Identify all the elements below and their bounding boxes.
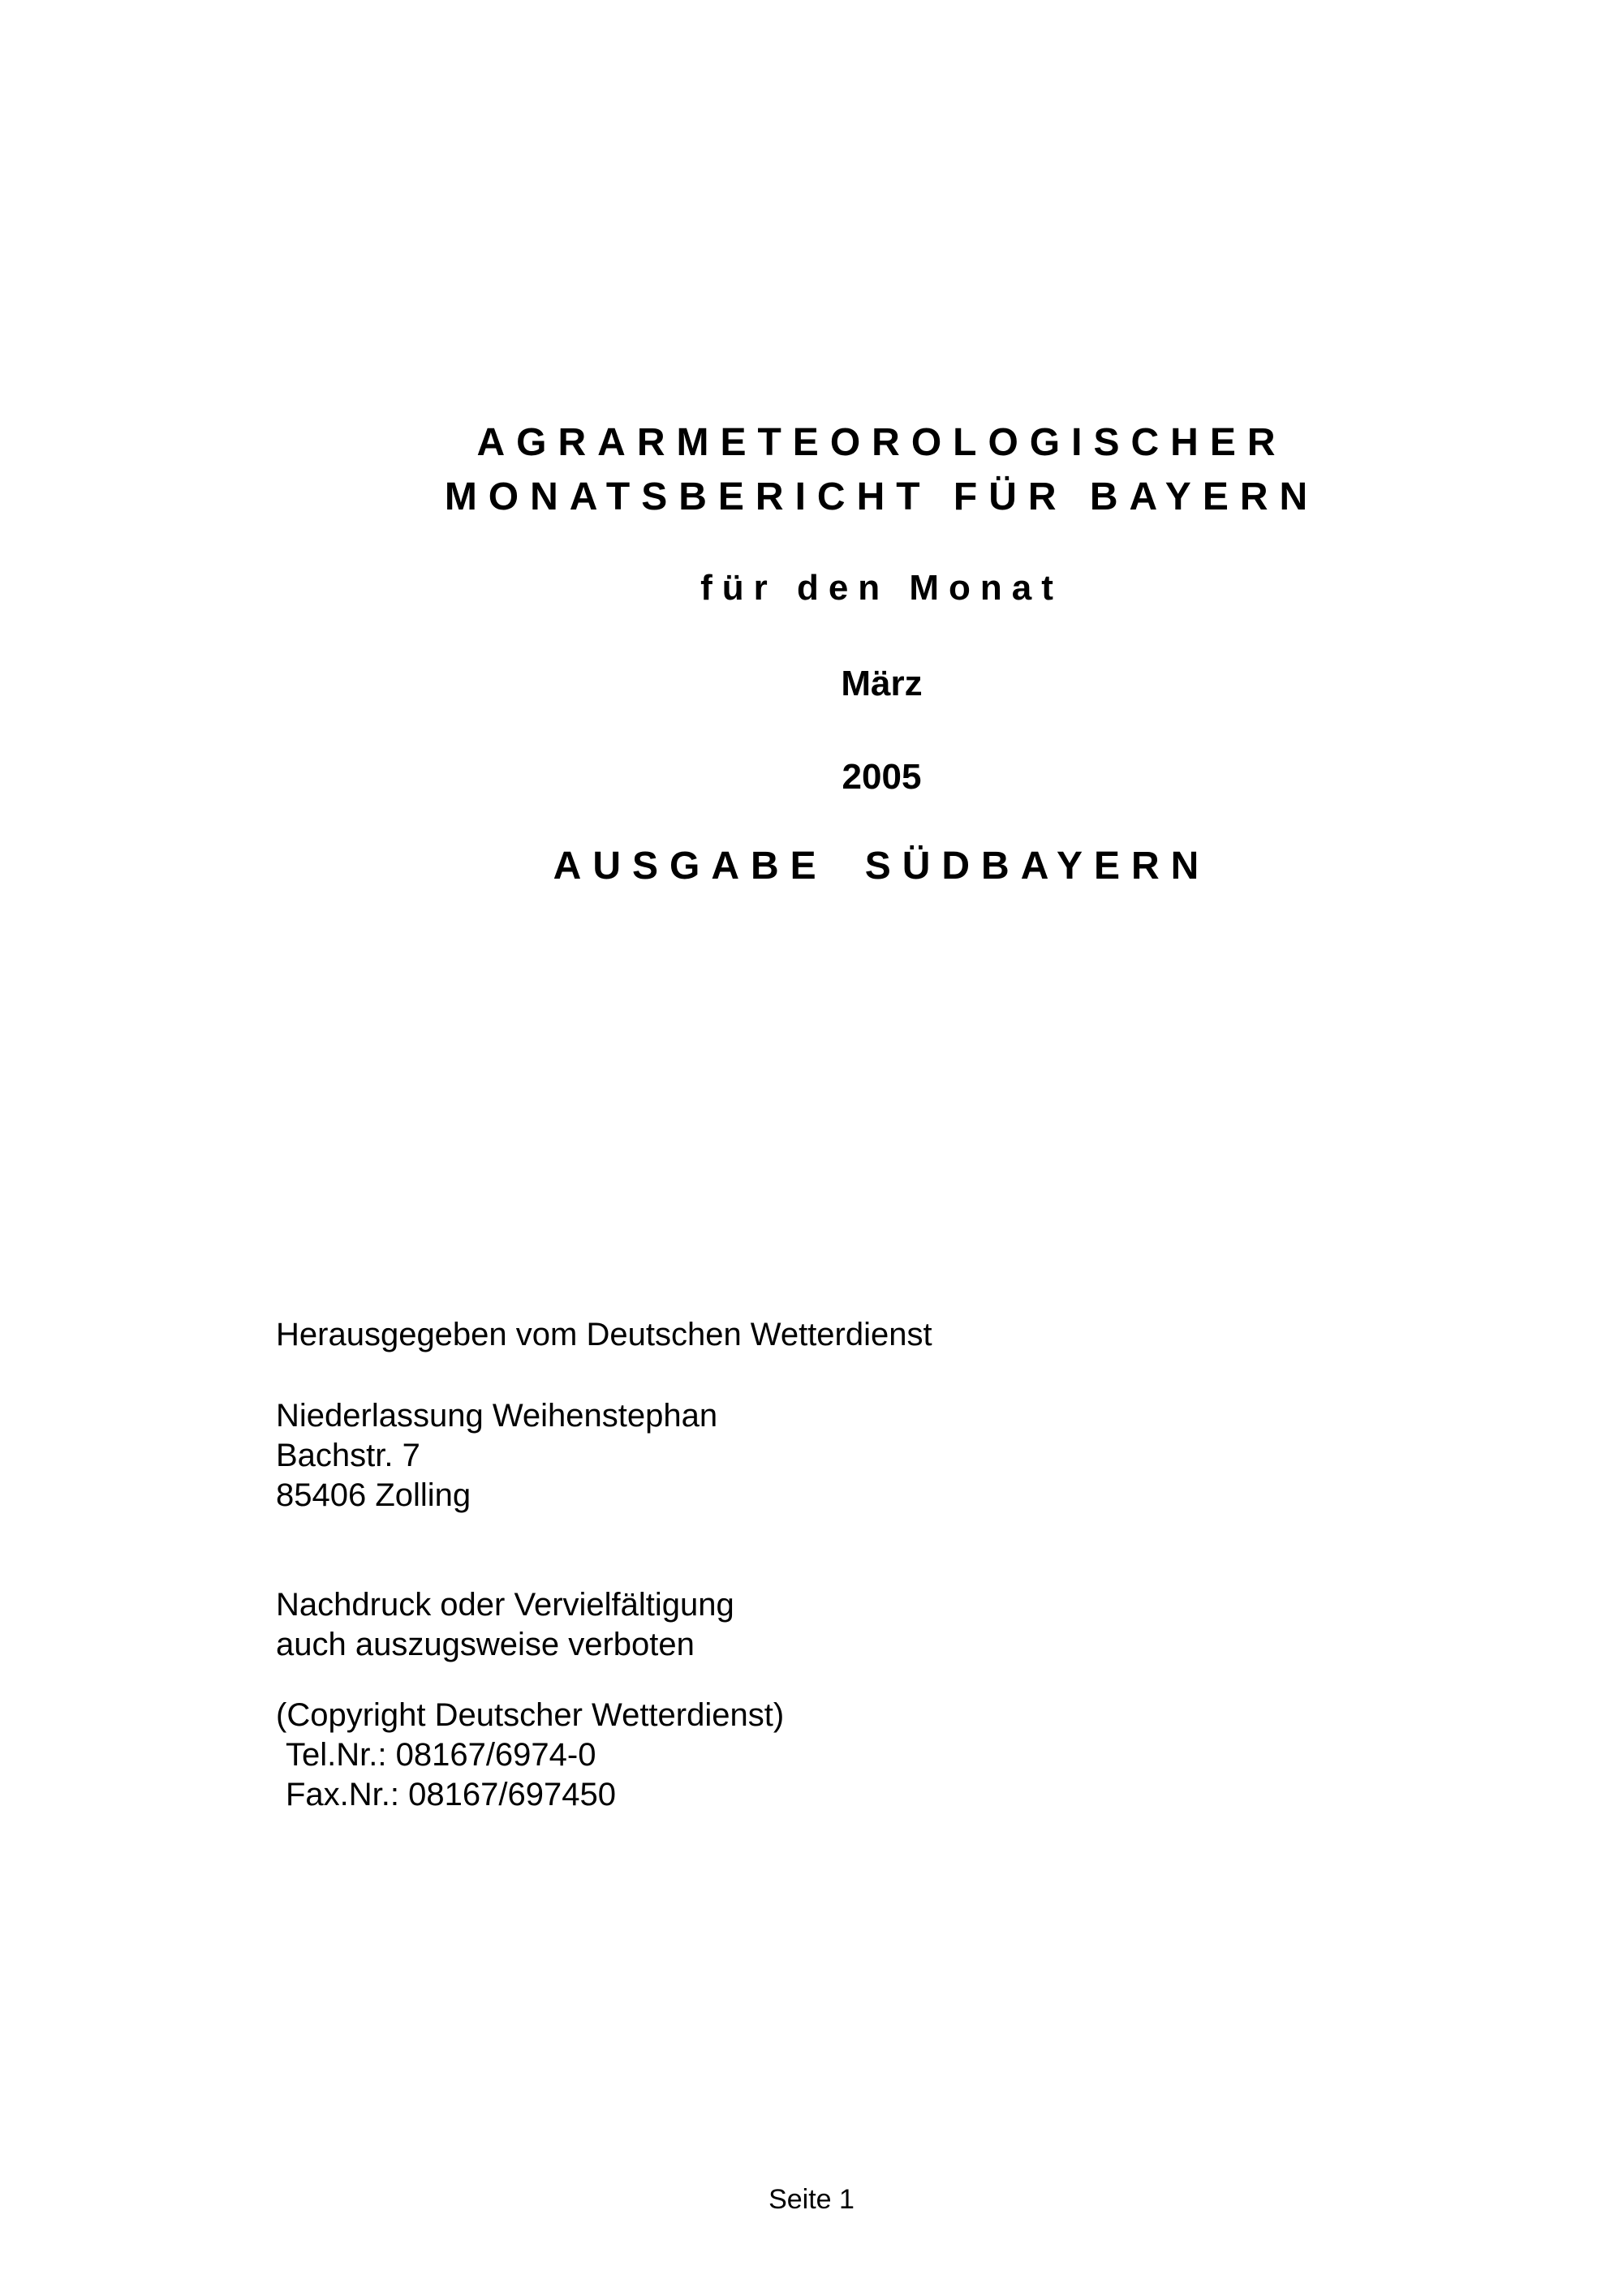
report-subtitle: für den Monat <box>700 568 1063 608</box>
copyright-line: (Copyright Deutscher Wetterdienst) <box>276 1697 785 1733</box>
publisher-line: Herausgegeben vom Deutschen Wetterdienst <box>276 1317 932 1352</box>
address-branch-line: Niederlassung Weihenstephan <box>276 1398 718 1434</box>
report-edition <box>270 844 1493 888</box>
report-year: 2005 <box>842 757 922 797</box>
edition-word-ausgabe: AUSGABE <box>553 845 828 888</box>
fax-line: Fax.Nr.: 08167/697450 <box>286 1777 616 1812</box>
address-street-line: Bachstr. 7 <box>276 1438 420 1473</box>
notice-line-2: auch auszugsweise verboten <box>276 1627 695 1662</box>
publisher-address-block <box>276 1396 717 1516</box>
telephone-line: Tel.Nr.: 08167/6974-0 <box>286 1737 596 1773</box>
report-title-line-1: AGRARMETEOROLOGISCHER <box>476 421 1287 464</box>
notice-line-1: Nachdruck oder Vervielfältigung <box>276 1587 734 1623</box>
address-city-line: 85406 Zolling <box>276 1477 471 1513</box>
report-month: März <box>841 664 923 703</box>
report-title-line-2: MONATSBERICHT FÜR BAYERN <box>444 475 1319 518</box>
reprint-notice-block <box>276 1585 734 1665</box>
edition-word-suedbayern: SÜDBAYERN <box>864 845 1211 888</box>
page-number-footer: Seite 1 <box>768 2184 855 2215</box>
copyright-contact-block <box>276 1696 784 1815</box>
report-main-title <box>270 415 1493 524</box>
